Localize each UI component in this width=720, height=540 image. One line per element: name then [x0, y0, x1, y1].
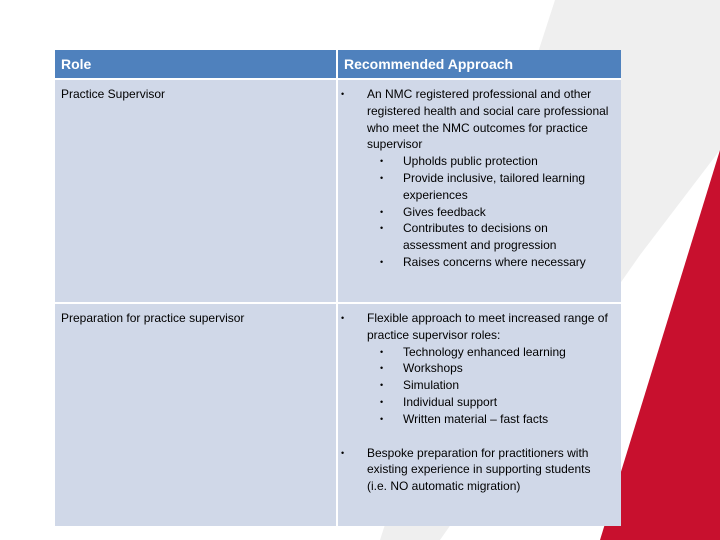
sub-item — [367, 344, 613, 361]
approach-cell — [337, 303, 621, 526]
approach-item-text: Flexible approach to meet increased range of practice supervisor roles: — [367, 311, 608, 342]
bullet: • — [380, 223, 384, 234]
sub-item — [367, 254, 613, 271]
sub-item-text: Raises concerns where necessary — [403, 254, 586, 269]
sub-item-text: Written material – fast facts — [403, 411, 549, 426]
sub-item — [367, 394, 613, 411]
approach-item-text: An NMC registered professional and other registered health and social care professional who meet the NMC outcomes for practice supervisor — [367, 87, 609, 152]
bullet: • — [380, 172, 384, 183]
approach-item — [338, 310, 613, 428]
sub-item — [367, 204, 613, 221]
approach-table — [55, 50, 621, 526]
sub-item — [367, 170, 613, 204]
header-role: Role — [55, 50, 337, 79]
bullet: • — [380, 156, 384, 167]
table-row — [55, 79, 621, 303]
role-cell: Practice Supervisor — [55, 79, 337, 303]
bullet: • — [380, 256, 384, 267]
sub-item-text: Technology enhanced learning — [403, 344, 566, 359]
bullet: • — [380, 396, 384, 407]
bullet: • — [380, 413, 384, 424]
bullet: • — [341, 89, 345, 99]
header-recommended-approach: Recommended Approach — [337, 50, 621, 79]
table-row — [55, 303, 621, 526]
approach-list — [338, 310, 613, 495]
sub-item-text: Upholds public protection — [403, 154, 538, 169]
approach-item — [338, 86, 613, 271]
sub-list — [367, 153, 613, 271]
table-header-row — [55, 50, 621, 79]
sub-item — [367, 360, 613, 377]
sub-item — [367, 153, 613, 170]
approach-cell — [337, 79, 621, 303]
sub-list — [367, 344, 613, 428]
role-cell: Preparation for practice supervisor — [55, 303, 337, 526]
approach-item — [338, 445, 613, 495]
bullet: • — [380, 363, 384, 374]
sub-item — [367, 377, 613, 394]
sub-item-text: Contributes to decisions on assessment and progression — [403, 221, 557, 253]
sub-item — [367, 411, 613, 428]
sub-item-text: Gives feedback — [403, 204, 486, 219]
sub-item-text: Provide inclusive, tailored learning experiences — [403, 170, 586, 202]
sub-item-text: Workshops — [403, 361, 463, 376]
sub-item-text: Simulation — [403, 378, 460, 393]
sub-item-text: Individual support — [403, 394, 498, 409]
sub-item — [367, 220, 613, 254]
approach-list — [338, 86, 613, 271]
bullet: • — [380, 206, 384, 217]
bullet: • — [341, 447, 345, 458]
bullet: • — [380, 346, 384, 357]
bullet: • — [380, 380, 384, 391]
approach-item-text: Bespoke preparation for practitioners with existing experience in supporting students (i.e. NO automatic migration) — [367, 445, 591, 494]
bullet: • — [341, 313, 345, 323]
